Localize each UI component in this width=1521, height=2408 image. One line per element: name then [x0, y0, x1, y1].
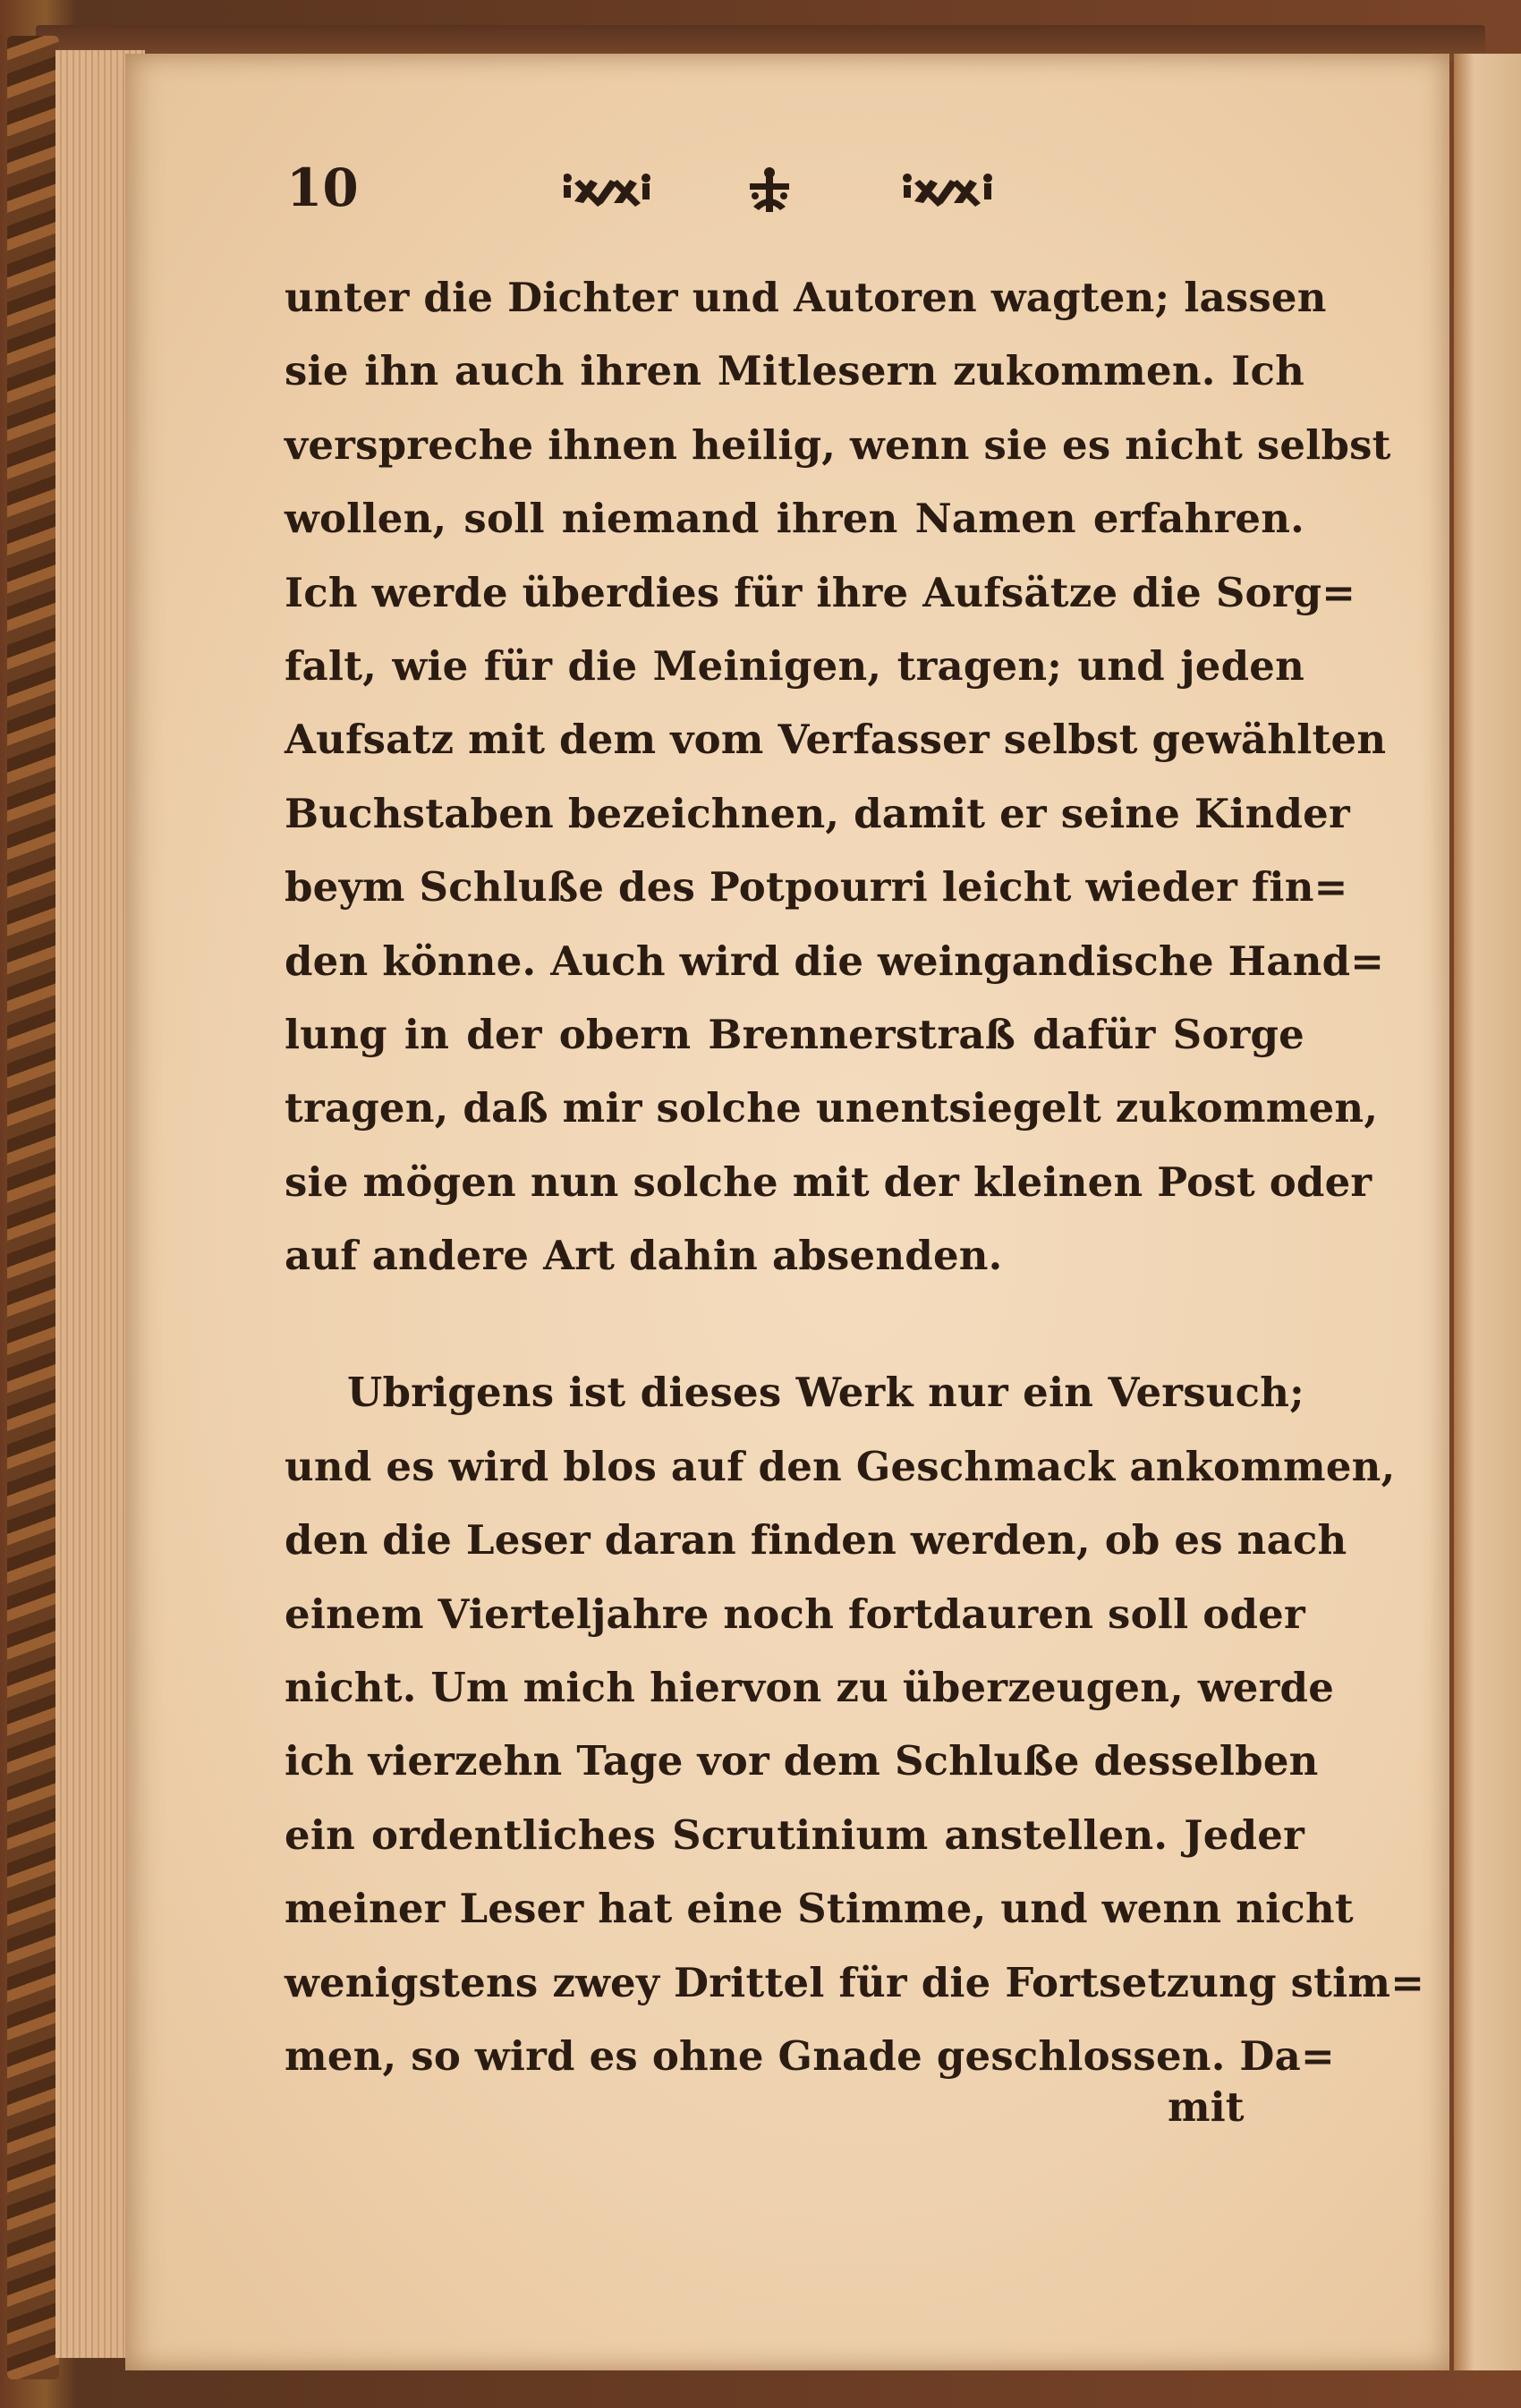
next-page-edge [1454, 54, 1521, 2370]
text-line: ich vierzehn Tage vor dem Schluße desselben [285, 1737, 1319, 1785]
paragraph-2 [285, 1356, 1425, 2093]
text-line: und es wird blos auf den Geschmack ankommen, [285, 1442, 1396, 1490]
text-line: meiner Leser hat eine Stimme, und wenn nicht [285, 1885, 1354, 1933]
text-line: auf andere Art dahin absenden. [285, 1232, 1003, 1280]
text-line: men, so wird es ohne Gnade geschlossen. Da= [285, 2031, 1335, 2080]
catchword: mit [1168, 2083, 1245, 2131]
text-line: wenigstens zwey Drittel für die Fortsetzung stim= [285, 1958, 1425, 2006]
text-line: sie ihn auch ihren Mitlesern zukommen. Ich [285, 347, 1304, 395]
text-line: lung in der obern Brennerstraß dafür Sorge [285, 1010, 1304, 1058]
text-line: den die Leser daran finden werden, ob es nach [285, 1516, 1347, 1564]
paragraph-1 [285, 261, 1391, 1293]
text-line: Ubrigens ist dieses Werk nur ein Versuch; [347, 1369, 1304, 1417]
header-ornament-icon [564, 164, 1029, 217]
page-header [286, 157, 1306, 219]
text-line: Ich werde überdies für ihre Aufsätze die Sorg= [285, 568, 1356, 616]
text-line: Aufsatz mit dem vom Verfasser selbst gewählten [285, 716, 1387, 764]
text-line: tragen, daß mir solche unentsiegelt zukommen, [285, 1084, 1379, 1132]
text-line: einem Vierteljahre noch fortdauren soll oder [285, 1590, 1305, 1638]
text-line: den könne. Auch wird die weingandische Hand= [285, 937, 1385, 985]
text-line: falt, wie für die Meinigen, tragen; und jeden [285, 641, 1304, 690]
text-line: ein ordentliches Scrutinium anstellen. Jeder [285, 1810, 1304, 1859]
marbled-cover-edge [7, 36, 59, 2379]
page-number: 10 [286, 157, 359, 218]
text-line: Buchstaben bezeichnen, damit er seine Kinder [285, 789, 1350, 837]
text-line: beym Schluße des Potpourri leicht wieder fin= [285, 863, 1348, 911]
text-line: unter die Dichter und Autoren wagten; lassen [285, 274, 1327, 321]
text-line: sie mögen nun solche mit der kleinen Post oder [285, 1157, 1372, 1206]
body-text [285, 261, 1425, 2093]
text-line: nicht. Um mich hiervon zu überzeugen, werde [285, 1664, 1335, 1712]
text-line: verspreche ihnen heilig, wenn sie es nicht selbst [285, 420, 1391, 469]
text-line: wollen, soll niemand ihren Namen erfahren. [285, 495, 1304, 543]
